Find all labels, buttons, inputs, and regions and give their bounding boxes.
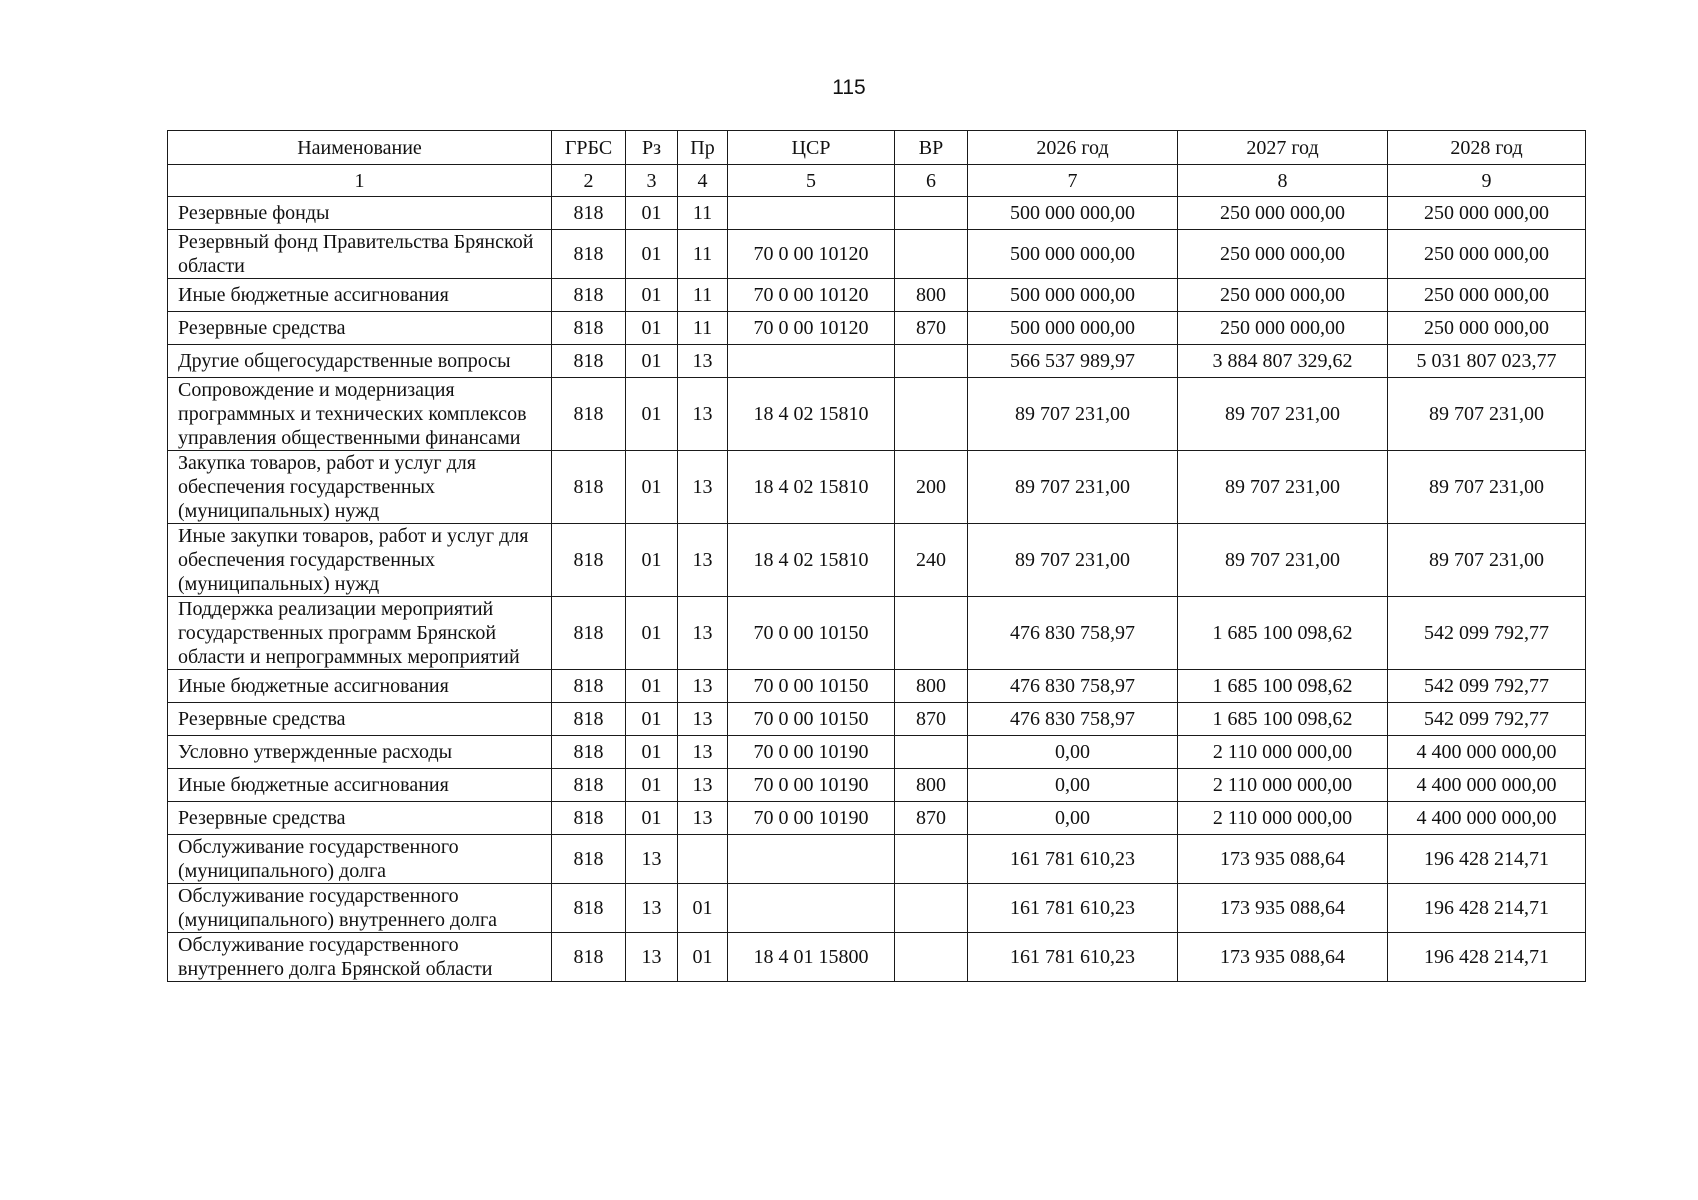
pr-cell: 01 [678, 884, 728, 933]
csr-cell [728, 884, 895, 933]
table-row [168, 378, 1586, 451]
rz-cell: 01 [626, 312, 678, 345]
table-row [168, 451, 1586, 524]
rz-cell: 13 [626, 933, 678, 982]
table-row [168, 312, 1586, 345]
vr-cell [895, 933, 968, 982]
vr-cell: 870 [895, 703, 968, 736]
pr-cell: 11 [678, 279, 728, 312]
rz-cell: 01 [626, 197, 678, 230]
amount-2028-cell: 542 099 792,77 [1388, 597, 1586, 670]
csr-cell: 70 0 00 10150 [728, 670, 895, 703]
rz-cell: 13 [626, 884, 678, 933]
table-row [168, 835, 1586, 884]
column-number: 7 [968, 165, 1178, 197]
amount-2027-cell: 1 685 100 098,62 [1178, 597, 1388, 670]
grbs-cell: 818 [552, 769, 626, 802]
amount-2028-cell: 89 707 231,00 [1388, 524, 1586, 597]
pr-cell: 13 [678, 802, 728, 835]
pr-cell: 11 [678, 230, 728, 279]
name-cell: Закупка товаров, работ и услуг для обеспечения государственных (муниципальных) нужд [168, 451, 552, 524]
column-number: 9 [1388, 165, 1586, 197]
amount-2028-cell: 196 428 214,71 [1388, 933, 1586, 982]
rz-cell: 01 [626, 703, 678, 736]
rz-cell: 01 [626, 802, 678, 835]
amount-2028-cell: 542 099 792,77 [1388, 670, 1586, 703]
amount-2026-cell: 476 830 758,97 [968, 703, 1178, 736]
pr-cell: 13 [678, 736, 728, 769]
amount-2028-cell: 89 707 231,00 [1388, 378, 1586, 451]
vr-cell [895, 197, 968, 230]
vr-cell [895, 230, 968, 279]
page-number: 115 [832, 76, 866, 99]
amount-2027-cell: 250 000 000,00 [1178, 312, 1388, 345]
amount-2027-cell: 1 685 100 098,62 [1178, 670, 1388, 703]
pr-cell: 13 [678, 524, 728, 597]
amount-2027-cell: 2 110 000 000,00 [1178, 802, 1388, 835]
amount-2027-cell: 3 884 807 329,62 [1178, 345, 1388, 378]
amount-2026-cell: 89 707 231,00 [968, 451, 1178, 524]
vr-cell: 870 [895, 802, 968, 835]
amount-2026-cell: 500 000 000,00 [968, 197, 1178, 230]
pr-cell: 11 [678, 197, 728, 230]
column-number: 3 [626, 165, 678, 197]
pr-cell: 13 [678, 670, 728, 703]
name-cell: Обслуживание государственного внутреннего долга Брянской области [168, 933, 552, 982]
csr-cell: 70 0 00 10120 [728, 312, 895, 345]
name-cell: Иные бюджетные ассигнования [168, 670, 552, 703]
amount-2027-cell: 173 935 088,64 [1178, 835, 1388, 884]
name-cell: Резервные средства [168, 703, 552, 736]
amount-2027-cell: 173 935 088,64 [1178, 884, 1388, 933]
amount-2026-cell: 500 000 000,00 [968, 230, 1178, 279]
column-number: 2 [552, 165, 626, 197]
amount-2026-cell: 89 707 231,00 [968, 524, 1178, 597]
grbs-cell: 818 [552, 279, 626, 312]
grbs-cell: 818 [552, 933, 626, 982]
rz-cell: 01 [626, 345, 678, 378]
amount-2026-cell: 89 707 231,00 [968, 378, 1178, 451]
budget-table [167, 130, 1586, 982]
grbs-cell: 818 [552, 736, 626, 769]
amount-2028-cell: 250 000 000,00 [1388, 230, 1586, 279]
rz-cell: 01 [626, 670, 678, 703]
table-row [168, 802, 1586, 835]
column-number: 4 [678, 165, 728, 197]
table-body [168, 165, 1586, 982]
name-cell: Сопровождение и модернизация программных и технических комплексов управления общественными финансами [168, 378, 552, 451]
amount-2027-cell: 89 707 231,00 [1178, 378, 1388, 451]
name-cell: Условно утвержденные расходы [168, 736, 552, 769]
amount-2027-cell: 89 707 231,00 [1178, 451, 1388, 524]
grbs-cell: 818 [552, 670, 626, 703]
pr-cell [678, 835, 728, 884]
grbs-cell: 818 [552, 378, 626, 451]
csr-cell: 70 0 00 10150 [728, 703, 895, 736]
table-row [168, 670, 1586, 703]
amount-2027-cell: 250 000 000,00 [1178, 279, 1388, 312]
amount-2028-cell: 4 400 000 000,00 [1388, 802, 1586, 835]
pr-cell: 13 [678, 703, 728, 736]
name-cell: Резервные средства [168, 802, 552, 835]
header-csr: ЦСР [728, 131, 895, 165]
header-row [168, 131, 1586, 165]
amount-2028-cell: 250 000 000,00 [1388, 197, 1586, 230]
vr-cell [895, 736, 968, 769]
amount-2027-cell: 2 110 000 000,00 [1178, 736, 1388, 769]
rz-cell: 01 [626, 279, 678, 312]
table-row [168, 736, 1586, 769]
rz-cell: 01 [626, 524, 678, 597]
header-rz: Рз [626, 131, 678, 165]
grbs-cell: 818 [552, 197, 626, 230]
amount-2027-cell: 250 000 000,00 [1178, 197, 1388, 230]
vr-cell [895, 835, 968, 884]
amount-2028-cell: 4 400 000 000,00 [1388, 769, 1586, 802]
pr-cell: 11 [678, 312, 728, 345]
csr-cell: 18 4 02 15810 [728, 524, 895, 597]
vr-cell: 240 [895, 524, 968, 597]
rz-cell: 01 [626, 769, 678, 802]
vr-cell: 870 [895, 312, 968, 345]
grbs-cell: 818 [552, 451, 626, 524]
vr-cell [895, 884, 968, 933]
table-row [168, 884, 1586, 933]
name-cell: Резервные средства [168, 312, 552, 345]
amount-2026-cell: 476 830 758,97 [968, 670, 1178, 703]
name-cell: Иные бюджетные ассигнования [168, 279, 552, 312]
table-row [168, 524, 1586, 597]
csr-cell: 18 4 01 15800 [728, 933, 895, 982]
amount-2027-cell: 1 685 100 098,62 [1178, 703, 1388, 736]
amount-2026-cell: 0,00 [968, 769, 1178, 802]
amount-2028-cell: 89 707 231,00 [1388, 451, 1586, 524]
amount-2028-cell: 4 400 000 000,00 [1388, 736, 1586, 769]
table-row [168, 933, 1586, 982]
column-number-row [168, 165, 1586, 197]
amount-2026-cell: 0,00 [968, 736, 1178, 769]
csr-cell: 70 0 00 10120 [728, 230, 895, 279]
amount-2028-cell: 196 428 214,71 [1388, 835, 1586, 884]
grbs-cell: 818 [552, 703, 626, 736]
amount-2027-cell: 89 707 231,00 [1178, 524, 1388, 597]
column-number: 6 [895, 165, 968, 197]
amount-2026-cell: 500 000 000,00 [968, 312, 1178, 345]
amount-2027-cell: 173 935 088,64 [1178, 933, 1388, 982]
vr-cell: 800 [895, 769, 968, 802]
header-grbs: ГРБС [552, 131, 626, 165]
grbs-cell: 818 [552, 884, 626, 933]
csr-cell [728, 197, 895, 230]
pr-cell: 13 [678, 769, 728, 802]
column-number: 1 [168, 165, 552, 197]
pr-cell: 13 [678, 345, 728, 378]
name-cell: Иные закупки товаров, работ и услуг для обеспечения государственных (муниципальных) нужд [168, 524, 552, 597]
vr-cell: 800 [895, 670, 968, 703]
rz-cell: 01 [626, 597, 678, 670]
grbs-cell: 818 [552, 835, 626, 884]
name-cell: Другие общегосударственные вопросы [168, 345, 552, 378]
table-row [168, 345, 1586, 378]
csr-cell: 70 0 00 10120 [728, 279, 895, 312]
name-cell: Обслуживание государственного (муниципального) долга [168, 835, 552, 884]
table-row [168, 197, 1586, 230]
name-cell: Иные бюджетные ассигнования [168, 769, 552, 802]
table-row [168, 703, 1586, 736]
grbs-cell: 818 [552, 230, 626, 279]
pr-cell: 13 [678, 378, 728, 451]
table-row [168, 230, 1586, 279]
table-row [168, 597, 1586, 670]
name-cell: Обслуживание государственного (муниципального) внутреннего долга [168, 884, 552, 933]
vr-cell: 200 [895, 451, 968, 524]
amount-2026-cell: 161 781 610,23 [968, 884, 1178, 933]
pr-cell: 01 [678, 933, 728, 982]
amount-2027-cell: 2 110 000 000,00 [1178, 769, 1388, 802]
header-name: Наименование [168, 131, 552, 165]
pr-cell: 13 [678, 451, 728, 524]
csr-cell: 70 0 00 10190 [728, 802, 895, 835]
csr-cell: 70 0 00 10150 [728, 597, 895, 670]
table-row [168, 769, 1586, 802]
vr-cell [895, 378, 968, 451]
amount-2026-cell: 500 000 000,00 [968, 279, 1178, 312]
amount-2028-cell: 250 000 000,00 [1388, 279, 1586, 312]
amount-2026-cell: 0,00 [968, 802, 1178, 835]
header-2028: 2028 год [1388, 131, 1586, 165]
vr-cell [895, 345, 968, 378]
column-number: 5 [728, 165, 895, 197]
rz-cell: 01 [626, 451, 678, 524]
rz-cell: 01 [626, 230, 678, 279]
amount-2028-cell: 542 099 792,77 [1388, 703, 1586, 736]
rz-cell: 13 [626, 835, 678, 884]
csr-cell [728, 345, 895, 378]
name-cell: Поддержка реализации мероприятий государственных программ Брянской области и непрограммных мероприятий [168, 597, 552, 670]
column-number: 8 [1178, 165, 1388, 197]
amount-2026-cell: 161 781 610,23 [968, 933, 1178, 982]
amount-2028-cell: 196 428 214,71 [1388, 884, 1586, 933]
vr-cell [895, 597, 968, 670]
vr-cell: 800 [895, 279, 968, 312]
grbs-cell: 818 [552, 312, 626, 345]
table-row [168, 279, 1586, 312]
header-2026: 2026 год [968, 131, 1178, 165]
amount-2026-cell: 161 781 610,23 [968, 835, 1178, 884]
csr-cell: 18 4 02 15810 [728, 451, 895, 524]
amount-2028-cell: 250 000 000,00 [1388, 312, 1586, 345]
grbs-cell: 818 [552, 345, 626, 378]
amount-2026-cell: 476 830 758,97 [968, 597, 1178, 670]
header-vr: ВР [895, 131, 968, 165]
grbs-cell: 818 [552, 802, 626, 835]
name-cell: Резервный фонд Правительства Брянской области [168, 230, 552, 279]
pr-cell: 13 [678, 597, 728, 670]
csr-cell: 70 0 00 10190 [728, 736, 895, 769]
amount-2028-cell: 5 031 807 023,77 [1388, 345, 1586, 378]
name-cell: Резервные фонды [168, 197, 552, 230]
rz-cell: 01 [626, 378, 678, 451]
grbs-cell: 818 [552, 597, 626, 670]
csr-cell: 70 0 00 10190 [728, 769, 895, 802]
amount-2026-cell: 566 537 989,97 [968, 345, 1178, 378]
grbs-cell: 818 [552, 524, 626, 597]
header-2027: 2027 год [1178, 131, 1388, 165]
csr-cell [728, 835, 895, 884]
csr-cell: 18 4 02 15810 [728, 378, 895, 451]
header-pr: Пр [678, 131, 728, 165]
amount-2027-cell: 250 000 000,00 [1178, 230, 1388, 279]
rz-cell: 01 [626, 736, 678, 769]
table-header [168, 131, 1586, 165]
